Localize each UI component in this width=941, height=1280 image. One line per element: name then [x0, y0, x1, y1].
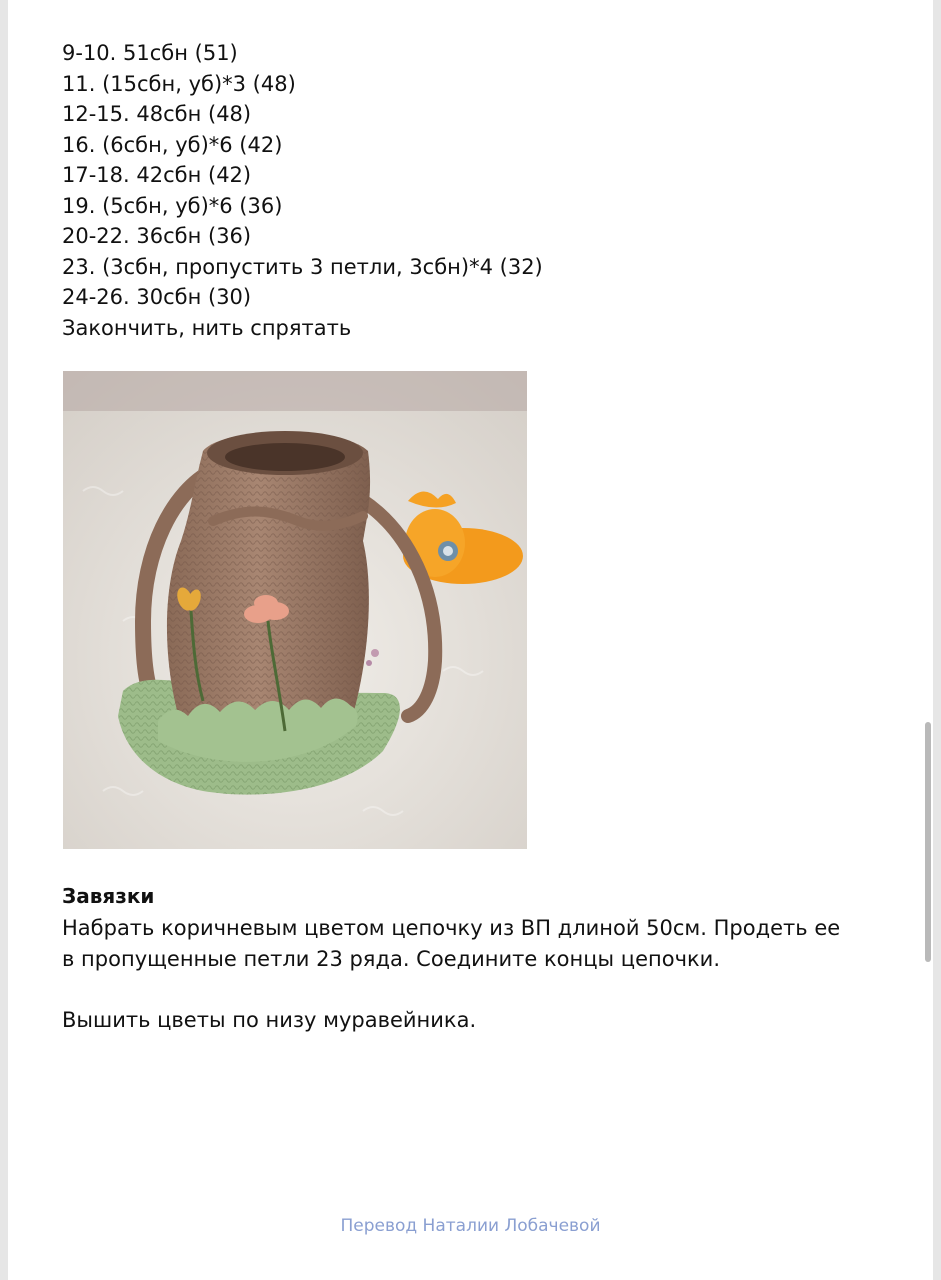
ties-heading: Завязки [62, 884, 155, 908]
document-page [8, 0, 933, 1280]
pattern-row: 19. (5сбн, уб)*6 (36) [62, 193, 283, 218]
pattern-row: 11. (15сбн, уб)*3 (48) [62, 71, 296, 96]
pattern-row: 17-18. 42сбн (42) [62, 163, 252, 187]
pattern-row: 12-15. 48сбн (48) [62, 102, 252, 126]
embroidery-note: Вышить цветы по низу муравейника. [62, 1008, 477, 1032]
pattern-row: 20-22. 36сбн (36) [62, 224, 252, 248]
pattern-row: Закончить, нить спрятать [62, 315, 352, 340]
crochet-bag-photo [63, 371, 527, 849]
pattern-row: 24-26. 30сбн (30) [62, 285, 252, 309]
pattern-row: 16. (6сбн, уб)*6 (42) [62, 132, 283, 157]
pattern-row: 23. (3сбн, пропустить 3 петли, 3сбн)*4 (32) [62, 254, 543, 279]
ties-instructions: Набрать коричневым цветом цепочку из ВП длиной 50см. Продеть ее в пропущенные петли 23 ряда. Соедините концы цепочки. [62, 916, 841, 971]
translator-credit: Перевод Наталии Лобачевой [340, 1216, 601, 1236]
pattern-rows [62, 38, 543, 343]
vertical-scrollbar[interactable] [925, 722, 931, 962]
pattern-row: 9-10. 51сбн (51) [62, 41, 238, 65]
